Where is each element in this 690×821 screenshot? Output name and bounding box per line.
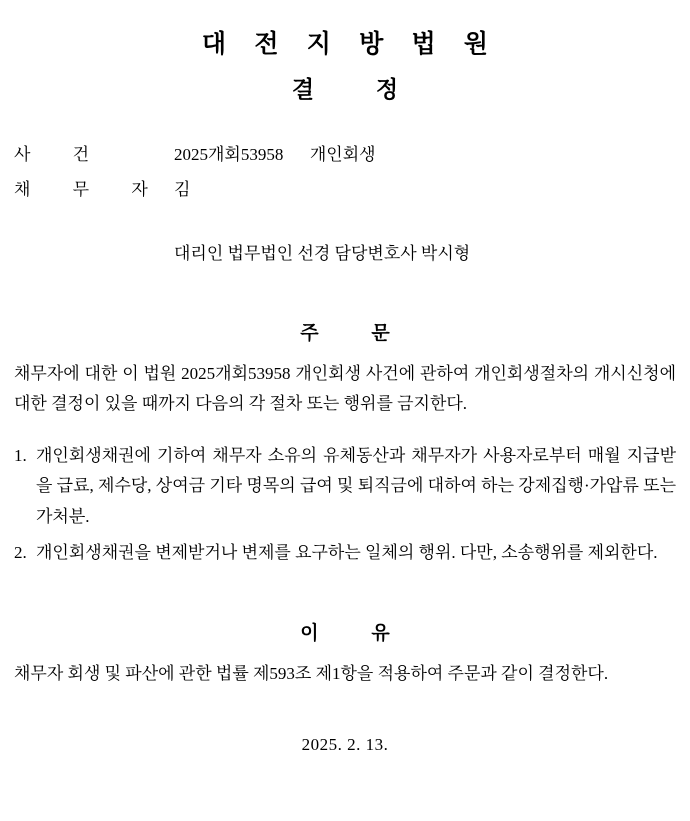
list-item-number: 2.: [14, 542, 27, 562]
case-info-row: [14, 177, 676, 203]
case-info-value: [174, 142, 376, 168]
order-paragraph: 채무자에 대한 이 법원 2025개회53958 개인회생 사건에 관하여 개인회생절차의 개시신청에 대한 결정이 있을 때까지 다음의 각 절차 또는 행위를 금지한다.: [14, 363, 676, 413]
list-item: [14, 538, 676, 568]
order-item-list: [14, 441, 676, 568]
reason-heading: 이 유: [300, 623, 414, 645]
list-item-text: 개인회생채권을 변제받거나 변제를 요구하는 일체의 행위. 다만, 소송행위를 제외한다.: [36, 542, 658, 562]
list-item-number: 1.: [14, 446, 27, 466]
list-item: [14, 441, 676, 532]
list-item-text: 개인회생채권에 기하여 채무자 소유의 유체동산과 채무자가 사용자로부터 매월 지급받을 급료, 제수당, 상여금 기타 명목의 급여 및 퇴직금에 대하여 하는 강제집행·가압류 또는 가처분.: [36, 446, 676, 526]
court-title: 대 전 지 방 법 원: [201, 31, 500, 58]
case-info-row: [14, 142, 676, 168]
case-type: 개인회생: [309, 144, 376, 164]
order-heading: 주 문: [300, 322, 414, 344]
case-number: 2025개회53958: [174, 144, 284, 164]
debtor-name: 김: [174, 179, 191, 199]
decision-date: 2025. 2. 13.: [301, 735, 389, 755]
reason-paragraph: 채무자 회생 및 파산에 관한 법률 제593조 제1항을 적용하여 주문과 같이 결정한다.: [14, 664, 609, 684]
case-info-label: 사 건: [14, 144, 109, 164]
case-info-block: [14, 142, 676, 204]
debtor-label: 채 무 자: [14, 179, 167, 199]
document-page: [0, 30, 690, 821]
document-kind-title: 결 정: [291, 77, 427, 102]
attorney-line: 대리인 법무법인 선경 담당변호사 박시형: [174, 244, 471, 264]
